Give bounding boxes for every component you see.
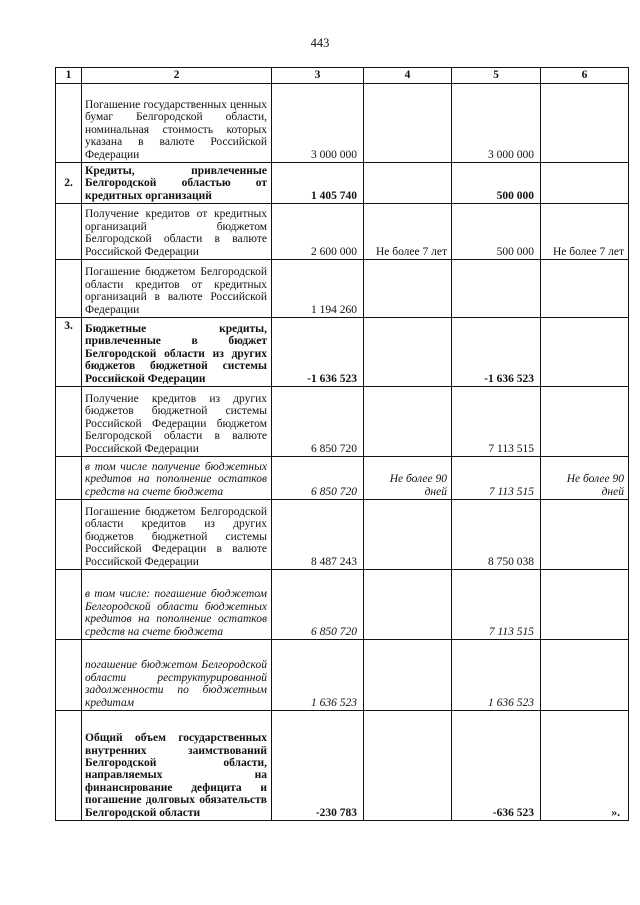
cell-col5: 1 636 523: [452, 640, 541, 711]
cell-col5: 8 750 038: [452, 500, 541, 570]
row-number: [56, 711, 82, 821]
cell-col3: 1 405 740: [272, 163, 364, 204]
cell-col6: [541, 84, 629, 163]
table-row: [56, 500, 629, 570]
cell-col4: [364, 570, 452, 640]
cell-col5: 7 113 515: [452, 387, 541, 457]
row-number: 3.: [56, 318, 82, 387]
table-row: [56, 640, 629, 711]
row-number: 2.: [56, 163, 82, 204]
row-description: погашение бюджетом Белгородской области реструктурированной задолженности по бюджетным кредитам: [82, 640, 272, 711]
row-number: [56, 84, 82, 163]
cell-col4: Не более 7 лет: [364, 204, 452, 260]
row-description: в том числе: погашение бюджетом Белгородской области бюджетных кредитов на пополнение остатков средств на счете бюджета: [82, 570, 272, 640]
cell-col3: 3 000 000: [272, 84, 364, 163]
row-description: Получение кредитов из других бюджетов бюджетной системы Российской Федерации бюджетом Белгородской области в валюте Российской Федерации: [82, 387, 272, 457]
column-header: 5: [452, 68, 541, 84]
row-description: Кредиты, привлеченные Белгородской областью от кредитных организаций: [82, 163, 272, 204]
row-number: [56, 387, 82, 457]
table-row: [56, 84, 629, 163]
cell-col4: [364, 260, 452, 318]
column-header: 4: [364, 68, 452, 84]
cell-col5: 7 113 515: [452, 457, 541, 500]
cell-col3: -230 783: [272, 711, 364, 821]
row-description: Бюджетные кредиты, привлеченные в бюджет Белгородской области из других бюджетов бюджетной системы Российской Федерации: [82, 318, 272, 387]
cell-col5: 500 000: [452, 163, 541, 204]
cell-col4: [364, 387, 452, 457]
cell-col6: [541, 318, 629, 387]
cell-col6: Не более 90 дней: [541, 457, 629, 500]
row-description: в том числе получение бюджетных кредитов на пополнение остатков средств на счете бюджета: [82, 457, 272, 500]
cell-col4: [364, 500, 452, 570]
row-number: [56, 204, 82, 260]
cell-col5: -1 636 523: [452, 318, 541, 387]
table-header-row: [56, 68, 629, 84]
cell-col6: [541, 500, 629, 570]
cell-col3: 2 600 000: [272, 204, 364, 260]
borrowing-program-table: [55, 67, 629, 821]
cell-col3: 8 487 243: [272, 500, 364, 570]
column-header: 2: [82, 68, 272, 84]
cell-col4: [364, 711, 452, 821]
cell-col4: [364, 84, 452, 163]
page-number: 443: [310, 36, 330, 50]
cell-col6: Не более 7 лет: [541, 204, 629, 260]
cell-col6: [541, 640, 629, 711]
cell-col4: [364, 318, 452, 387]
column-header: 3: [272, 68, 364, 84]
row-number: [56, 457, 82, 500]
cell-col6: [541, 387, 629, 457]
cell-col5: -636 523: [452, 711, 541, 821]
row-number: [56, 260, 82, 318]
cell-col3: 6 850 720: [272, 387, 364, 457]
cell-col3: 1 636 523: [272, 640, 364, 711]
cell-col6: [541, 163, 629, 204]
row-description: Погашение государственных ценных бумаг Белгородской области, номинальная стоимость которых указана в валюте Российской Федерации: [82, 84, 272, 163]
column-header: 1: [56, 68, 82, 84]
cell-col5: [452, 260, 541, 318]
cell-col6: [541, 260, 629, 318]
cell-col5: 7 113 515: [452, 570, 541, 640]
cell-col3: 1 194 260: [272, 260, 364, 318]
cell-col5: 3 000 000: [452, 84, 541, 163]
table-row: [56, 163, 629, 204]
closing-quote: ».: [541, 711, 629, 821]
row-description: Получение кредитов от кредитных организаций бюджетом Белгородской области в валюте Российской Федерации: [82, 204, 272, 260]
row-description: Погашение бюджетом Белгородской области кредитов от кредитных организаций в валюте Российской Федерации: [82, 260, 272, 318]
row-description: Общий объем государственных внутренних заимствований Белгородской области, направляемых на финансирование дефицита и погашение долговых обязательств Белгородской области: [82, 711, 272, 821]
table-row: [56, 457, 629, 500]
row-number: [56, 640, 82, 711]
table-row: [56, 260, 629, 318]
cell-col4: Не более 90 дней: [364, 457, 452, 500]
table-row-total: [56, 711, 629, 821]
cell-col3: 6 850 720: [272, 457, 364, 500]
row-number: [56, 500, 82, 570]
table-row: [56, 318, 629, 387]
cell-col3: -1 636 523: [272, 318, 364, 387]
table-row: [56, 387, 629, 457]
column-header: 6: [541, 68, 629, 84]
cell-col6: [541, 570, 629, 640]
row-number: [56, 570, 82, 640]
cell-col5: 500 000: [452, 204, 541, 260]
cell-col3: 6 850 720: [272, 570, 364, 640]
cell-col4: [364, 163, 452, 204]
cell-col4: [364, 640, 452, 711]
table-row: [56, 570, 629, 640]
row-description: Погашение бюджетом Белгородской области кредитов из других бюджетов бюджетной системы Российской Федерации в валюте Российской Федерации: [82, 500, 272, 570]
table-row: [56, 204, 629, 260]
